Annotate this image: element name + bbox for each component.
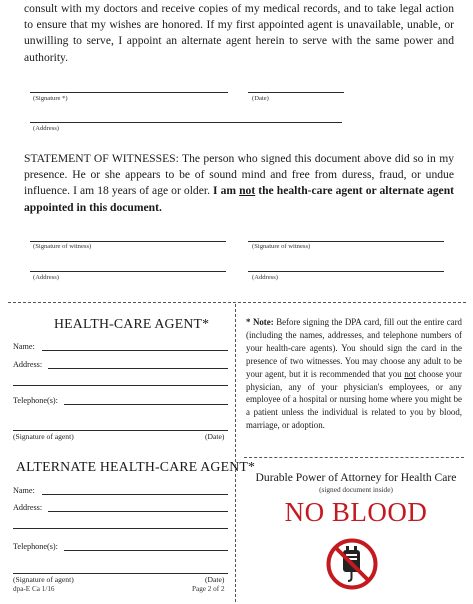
no-blood-transfusion-icon xyxy=(325,537,379,591)
alternate-signature-caption: (Signature of agent) xyxy=(13,575,74,584)
agent-card-title: HEALTH-CARE AGENT* xyxy=(54,316,210,331)
agent-address-label: Address: xyxy=(13,360,43,369)
alternate-telephone-label: Telephone(s): xyxy=(13,542,58,551)
principal-date-line xyxy=(248,92,344,93)
alternate-name-line xyxy=(42,494,228,495)
principal-address-line xyxy=(30,122,342,123)
witness1-address-caption: (Address) xyxy=(33,274,60,281)
card-fold-line xyxy=(244,457,464,458)
alternate-card-title: ALTERNATE HEALTH-CARE AGENT* xyxy=(16,459,256,474)
dpa-card-note: * Note: Before signing the DPA card, fill out the entire card (including the names, addresses, and telephone numbers of your health-care agents). You should sign the card in the presence of two witnesses. You may choose any adult to be your agent, but it is recommended that you not choose your physician, any of your physician's employees, or any employee of a hospital or nursing home where you might be a patient unless the individual is related to you by blood, marriage, or adoption. xyxy=(246,317,462,431)
card-cut-line-vertical xyxy=(235,304,236,602)
agent-signature-caption: (Signature of agent) xyxy=(13,432,74,441)
agent-signature-line xyxy=(13,430,228,431)
form-code: dpa-E Ca 1/16 xyxy=(13,585,55,593)
alternate-signature-line xyxy=(13,573,228,574)
card-cut-line-horizontal xyxy=(8,302,466,303)
agent-name-line xyxy=(42,350,228,351)
principal-address-caption: (Address) xyxy=(33,125,60,132)
agent-date-caption: (Date) xyxy=(205,432,225,441)
witness-statement-body: The person who signed this document above did so in my presence. He or she appears to be of sound mind and free from duress, fraud, or undue influence. I am 18 years of age or older. xyxy=(24,152,455,198)
alternate-address-label: Address: xyxy=(13,503,43,512)
alternate-address-line-2 xyxy=(13,528,228,529)
witness2-signature-line xyxy=(248,241,444,242)
principal-date-caption: (Date) xyxy=(252,95,269,102)
agent-address-line-2 xyxy=(13,385,228,386)
principal-signature-line xyxy=(30,92,228,93)
note-lead: * Note: xyxy=(246,317,274,327)
dpa-card-subtitle: (signed document inside) xyxy=(319,485,393,494)
no-blood-banner: NO BLOOD xyxy=(284,497,428,527)
witness-statement xyxy=(24,151,454,216)
witness-statement-declaration: I am not the health-care agent or alternate agent appointed in this document. xyxy=(24,184,454,214)
witness-statement-heading: STATEMENT OF WITNESSES: xyxy=(24,152,179,165)
alternate-name-label: Name: xyxy=(13,486,35,495)
witness2-signature-caption: (Signature of witness) xyxy=(252,243,311,250)
principal-signature-caption: (Signature *) xyxy=(33,95,68,102)
witness1-signature-caption: (Signature of witness) xyxy=(33,243,92,250)
agent-telephone-label: Telephone(s): xyxy=(13,396,58,405)
agent-address-line xyxy=(48,368,228,369)
agent-name-label: Name: xyxy=(13,342,35,351)
alternate-date-caption: (Date) xyxy=(205,575,225,584)
alternate-telephone-line xyxy=(64,550,228,551)
continuation-paragraph: consult with my doctors and receive copies of my medical records, and to take legal action to ensure that my wishes are honored. If my first appointed agent is unavailable, unable, or unwilling to serve, I appoint an alternate agent herein to serve with the same power and authority. xyxy=(24,2,454,64)
witness2-address-caption: (Address) xyxy=(252,274,279,281)
dpa-card-title: Durable Power of Attorney for Health Care xyxy=(255,471,457,484)
witness1-signature-line xyxy=(30,241,226,242)
alternate-address-line xyxy=(48,511,228,512)
witness2-address-line xyxy=(248,271,444,272)
agent-telephone-line xyxy=(64,404,228,405)
page-number: Page 2 of 2 xyxy=(192,585,225,593)
witness1-address-line xyxy=(30,271,226,272)
